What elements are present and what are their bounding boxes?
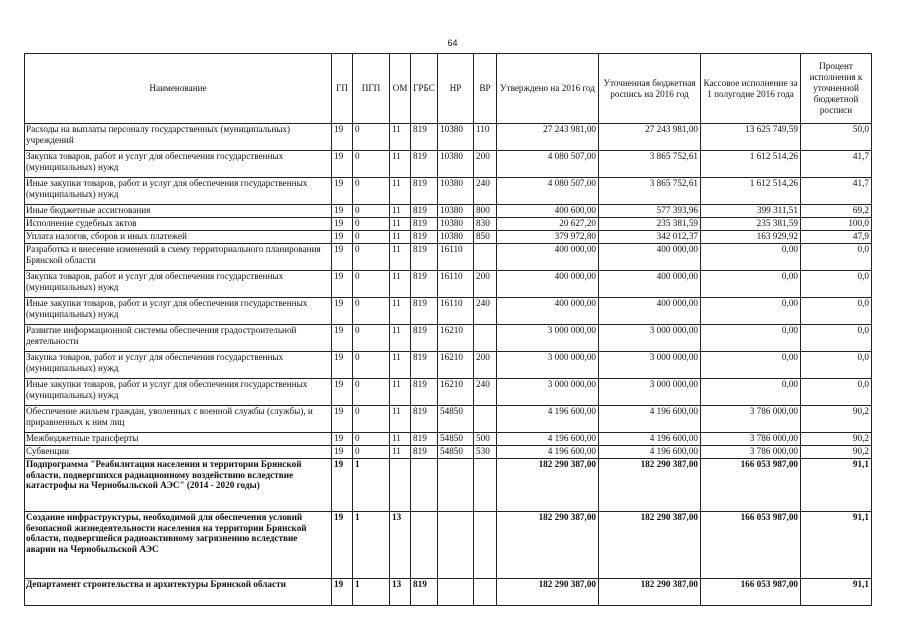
cell-om: 11	[390, 406, 411, 433]
cell-refined: 4 196 600,00	[599, 446, 701, 459]
cell-approved: 27 243 981,00	[497, 124, 599, 151]
cell-om: 11	[390, 218, 411, 231]
cell-approved: 4 080 507,00	[497, 178, 599, 205]
table-row	[25, 124, 872, 151]
cell-grbs: 819	[411, 298, 438, 325]
cell-gp: 19	[332, 379, 353, 406]
cell-approved: 3 000 000,00	[497, 325, 599, 352]
header-cash: Кассовое исполнение за 1 полугодие 2016 года	[701, 54, 801, 124]
cell-approved: 20 627,20	[497, 218, 599, 231]
cell-pgp: 0	[353, 446, 390, 459]
cell-vr: 200	[474, 352, 497, 379]
cell-pgp: 0	[353, 244, 390, 271]
cell-refined: 3 865 752,61	[599, 178, 701, 205]
table-row	[25, 205, 872, 218]
cell-gp: 19	[332, 446, 353, 459]
cell-np: 10380	[438, 178, 474, 205]
cell-cash: 0,00	[701, 298, 801, 325]
cell-vr: 240	[474, 379, 497, 406]
cell-refined: 4 196 600,00	[599, 406, 701, 433]
cell-pgp: 0	[353, 151, 390, 178]
cell-vr: 240	[474, 178, 497, 205]
cell-percent: 0,0	[801, 325, 872, 352]
cell-vr: 850	[474, 231, 497, 244]
cell-np: 16210	[438, 325, 474, 352]
cell-vr: 240	[474, 298, 497, 325]
cell-percent: 0,0	[801, 271, 872, 298]
cell-gp: 19	[332, 178, 353, 205]
cell-np	[438, 579, 474, 606]
cell-grbs: 819	[411, 231, 438, 244]
cell-gp: 19	[332, 325, 353, 352]
cell-cash: 3 786 000,00	[701, 433, 801, 446]
cell-cash: 0,00	[701, 352, 801, 379]
cell-np: 10380	[438, 124, 474, 151]
cell-cash: 235 381,59	[701, 218, 801, 231]
cell-om: 13	[390, 579, 411, 606]
cell-pgp: 1	[353, 512, 390, 579]
cell-name: Разработка и внесение изменений в схему территориального планирования Брянской области	[25, 244, 332, 271]
cell-pgp: 0	[353, 433, 390, 446]
table-row	[25, 231, 872, 244]
cell-refined: 3 000 000,00	[599, 325, 701, 352]
cell-name: Исполнение судебных актов	[25, 218, 332, 231]
cell-gp: 19	[332, 124, 353, 151]
cell-approved: 400 600,00	[497, 205, 599, 218]
cell-approved: 4 196 600,00	[497, 406, 599, 433]
cell-refined: 577 393,96	[599, 205, 701, 218]
cell-gp: 19	[332, 512, 353, 579]
table-row	[25, 151, 872, 178]
cell-grbs: 819	[411, 406, 438, 433]
cell-om: 11	[390, 231, 411, 244]
cell-name: Иные закупки товаров, работ и услуг для обеспечения государственных (муниципальных) нужд	[25, 298, 332, 325]
cell-approved: 4 080 507,00	[497, 151, 599, 178]
cell-name: Создание инфраструктуры, необходимой для обеспечения условий безопасной жизнедеятельности населения на территории Брянской области, подвергшейся радиоактивному загрязнению вследствие аварии на Чернобыльской АЭС	[25, 512, 332, 579]
table-row	[25, 379, 872, 406]
table-row	[25, 406, 872, 433]
cell-cash: 0,00	[701, 271, 801, 298]
cell-om: 11	[390, 379, 411, 406]
cell-refined: 342 012,37	[599, 231, 701, 244]
cell-grbs: 819	[411, 244, 438, 271]
cell-np: 16110	[438, 244, 474, 271]
table-row	[25, 459, 872, 512]
cell-gp: 19	[332, 406, 353, 433]
cell-vr	[474, 325, 497, 352]
cell-cash: 1 612 514,26	[701, 178, 801, 205]
cell-om: 11	[390, 433, 411, 446]
cell-grbs: 819	[411, 205, 438, 218]
cell-refined: 27 243 981,00	[599, 124, 701, 151]
cell-grbs	[411, 512, 438, 579]
cell-refined: 400 000,00	[599, 244, 701, 271]
table-row	[25, 178, 872, 205]
cell-percent: 90,2	[801, 406, 872, 433]
cell-pgp: 0	[353, 406, 390, 433]
cell-cash: 166 053 987,00	[701, 459, 801, 512]
cell-approved: 400 000,00	[497, 244, 599, 271]
header-om: ОМ	[390, 54, 411, 124]
cell-cash: 13 625 749,59	[701, 124, 801, 151]
cell-np: 16110	[438, 298, 474, 325]
cell-name: Иные закупки товаров, работ и услуг для обеспечения государственных (муниципальных) нужд	[25, 379, 332, 406]
cell-refined: 4 196 600,00	[599, 433, 701, 446]
cell-name: Иные закупки товаров, работ и услуг для обеспечения государственных (муниципальных) нужд	[25, 178, 332, 205]
cell-cash: 3 786 000,00	[701, 446, 801, 459]
cell-grbs: 819	[411, 579, 438, 606]
cell-gp: 19	[332, 218, 353, 231]
cell-name: Обеспечение жильем граждан, уволенных с военной службы (службы), и приравненных к ним лиц	[25, 406, 332, 433]
cell-om: 11	[390, 178, 411, 205]
cell-cash: 0,00	[701, 379, 801, 406]
cell-approved: 400 000,00	[497, 298, 599, 325]
cell-grbs: 819	[411, 433, 438, 446]
cell-cash: 166 053 987,00	[701, 579, 801, 606]
header-grbs: ГРБС	[411, 54, 438, 124]
cell-pgp: 0	[353, 379, 390, 406]
cell-om: 11	[390, 151, 411, 178]
cell-cash: 1 612 514,26	[701, 151, 801, 178]
cell-approved: 182 290 387,00	[497, 512, 599, 579]
table-row	[25, 512, 872, 579]
cell-om: 11	[390, 352, 411, 379]
cell-gp: 19	[332, 579, 353, 606]
cell-grbs: 819	[411, 379, 438, 406]
header-np: НР	[438, 54, 474, 124]
cell-np: 10380	[438, 151, 474, 178]
cell-percent: 91,1	[801, 459, 872, 512]
cell-grbs: 819	[411, 124, 438, 151]
table-row	[25, 352, 872, 379]
cell-percent: 0,0	[801, 244, 872, 271]
cell-vr: 830	[474, 218, 497, 231]
cell-gp: 19	[332, 205, 353, 218]
cell-vr: 200	[474, 151, 497, 178]
cell-pgp: 0	[353, 231, 390, 244]
cell-refined: 400 000,00	[599, 298, 701, 325]
cell-om: 11	[390, 124, 411, 151]
cell-pgp: 0	[353, 178, 390, 205]
cell-om	[390, 459, 411, 512]
cell-gp: 19	[332, 298, 353, 325]
header-pgp: ПГП	[353, 54, 390, 124]
cell-approved: 3 000 000,00	[497, 379, 599, 406]
cell-name: Подпрограмма "Реабилитация населения и территории Брянской области, подвергшихся радиационному воздействию вследствие катастрофы на Чернобыльской АЭС" (2014 - 2020 годы)	[25, 459, 332, 512]
header-name: Наименование	[25, 54, 332, 124]
cell-om: 11	[390, 325, 411, 352]
cell-gp: 19	[332, 151, 353, 178]
cell-approved: 4 196 600,00	[497, 433, 599, 446]
header-vr: ВР	[474, 54, 497, 124]
cell-name: Уплата налогов, сборов и иных платежей	[25, 231, 332, 244]
cell-vr	[474, 459, 497, 512]
cell-pgp: 0	[353, 124, 390, 151]
cell-approved: 182 290 387,00	[497, 579, 599, 606]
cell-np: 54850	[438, 433, 474, 446]
table-row	[25, 218, 872, 231]
cell-percent: 50,0	[801, 124, 872, 151]
table-row	[25, 244, 872, 271]
cell-name: Иные бюджетные ассигнования	[25, 205, 332, 218]
cell-refined: 3 000 000,00	[599, 352, 701, 379]
cell-np	[438, 512, 474, 579]
cell-approved: 182 290 387,00	[497, 459, 599, 512]
table-header-row	[25, 54, 872, 124]
header-approved: Утверждено на 2016 год	[497, 54, 599, 124]
cell-grbs: 819	[411, 151, 438, 178]
table-row	[25, 325, 872, 352]
cell-refined: 182 290 387,00	[599, 579, 701, 606]
table-row	[25, 433, 872, 446]
header-gp: ГП	[332, 54, 353, 124]
budget-table	[24, 53, 872, 606]
cell-om: 11	[390, 271, 411, 298]
table-row	[25, 579, 872, 606]
cell-percent: 91,1	[801, 579, 872, 606]
cell-grbs: 819	[411, 325, 438, 352]
cell-refined: 3 865 752,61	[599, 151, 701, 178]
cell-vr	[474, 579, 497, 606]
cell-vr	[474, 244, 497, 271]
cell-name: Закупка товаров, работ и услуг для обеспечения государственных (муниципальных) нужд	[25, 151, 332, 178]
cell-cash: 0,00	[701, 244, 801, 271]
cell-cash: 166 053 987,00	[701, 512, 801, 579]
cell-percent: 90,2	[801, 446, 872, 459]
cell-np: 54850	[438, 446, 474, 459]
cell-np: 16110	[438, 271, 474, 298]
cell-om: 11	[390, 205, 411, 218]
cell-vr: 800	[474, 205, 497, 218]
cell-vr: 530	[474, 446, 497, 459]
cell-pgp: 0	[353, 205, 390, 218]
cell-grbs: 819	[411, 218, 438, 231]
cell-pgp: 0	[353, 218, 390, 231]
table-row	[25, 298, 872, 325]
cell-pgp: 0	[353, 298, 390, 325]
cell-name: Расходы на выплаты персоналу государственных (муниципальных) учреждений	[25, 124, 332, 151]
cell-percent: 91,1	[801, 512, 872, 579]
cell-name: Развитие информационной системы обеспечения градостроительной деятельности	[25, 325, 332, 352]
cell-grbs	[411, 459, 438, 512]
cell-np: 10380	[438, 205, 474, 218]
table-row	[25, 271, 872, 298]
cell-grbs: 819	[411, 271, 438, 298]
cell-gp: 19	[332, 231, 353, 244]
cell-pgp: 0	[353, 325, 390, 352]
cell-vr	[474, 512, 497, 579]
cell-grbs: 819	[411, 178, 438, 205]
cell-cash: 3 786 000,00	[701, 406, 801, 433]
cell-approved: 400 000,00	[497, 271, 599, 298]
cell-percent: 0,0	[801, 298, 872, 325]
cell-om: 13	[390, 512, 411, 579]
cell-cash: 163 929,92	[701, 231, 801, 244]
cell-pgp: 1	[353, 459, 390, 512]
cell-percent: 0,0	[801, 379, 872, 406]
cell-cash: 0,00	[701, 325, 801, 352]
header-refined: Уточненная бюджетная роспись на 2016 год	[599, 54, 701, 124]
cell-np: 54850	[438, 406, 474, 433]
cell-gp: 19	[332, 352, 353, 379]
cell-percent: 0,0	[801, 352, 872, 379]
cell-refined: 3 000 000,00	[599, 379, 701, 406]
cell-np: 10380	[438, 218, 474, 231]
cell-pgp: 1	[353, 579, 390, 606]
cell-name: Закупка товаров, работ и услуг для обеспечения государственных (муниципальных) нужд	[25, 352, 332, 379]
cell-vr: 500	[474, 433, 497, 446]
table-row	[25, 446, 872, 459]
cell-refined: 182 290 387,00	[599, 512, 701, 579]
cell-gp: 19	[332, 271, 353, 298]
cell-np: 10380	[438, 231, 474, 244]
cell-refined: 182 290 387,00	[599, 459, 701, 512]
cell-percent: 90,2	[801, 433, 872, 446]
cell-approved: 379 972,80	[497, 231, 599, 244]
cell-pgp: 0	[353, 352, 390, 379]
cell-np	[438, 459, 474, 512]
cell-grbs: 819	[411, 446, 438, 459]
table-body	[25, 124, 872, 606]
cell-vr	[474, 406, 497, 433]
cell-percent: 41,7	[801, 151, 872, 178]
cell-name: Департамент строительства и архитектуры Брянской области	[25, 579, 332, 606]
cell-pgp: 0	[353, 271, 390, 298]
cell-refined: 235 381,59	[599, 218, 701, 231]
cell-cash: 399 311,51	[701, 205, 801, 218]
cell-vr: 200	[474, 271, 497, 298]
cell-percent: 47,9	[801, 231, 872, 244]
cell-gp: 19	[332, 433, 353, 446]
cell-np: 16210	[438, 352, 474, 379]
cell-approved: 4 196 600,00	[497, 446, 599, 459]
cell-approved: 3 000 000,00	[497, 352, 599, 379]
cell-gp: 19	[332, 459, 353, 512]
cell-om: 11	[390, 244, 411, 271]
cell-name: Межбюджетные трансферты	[25, 433, 332, 446]
cell-refined: 400 000,00	[599, 271, 701, 298]
cell-percent: 69,2	[801, 205, 872, 218]
cell-grbs: 819	[411, 352, 438, 379]
cell-gp: 19	[332, 244, 353, 271]
cell-name: Субвенции	[25, 446, 332, 459]
page-number: 64	[447, 38, 458, 48]
cell-om: 11	[390, 446, 411, 459]
cell-name: Закупка товаров, работ и услуг для обеспечения государственных (муниципальных) нужд	[25, 271, 332, 298]
cell-percent: 41,7	[801, 178, 872, 205]
cell-vr: 110	[474, 124, 497, 151]
cell-np: 16210	[438, 379, 474, 406]
header-percent: Процент исполнения к уточненной бюджетной росписи	[801, 54, 872, 124]
cell-om: 11	[390, 298, 411, 325]
cell-percent: 100,0	[801, 218, 872, 231]
